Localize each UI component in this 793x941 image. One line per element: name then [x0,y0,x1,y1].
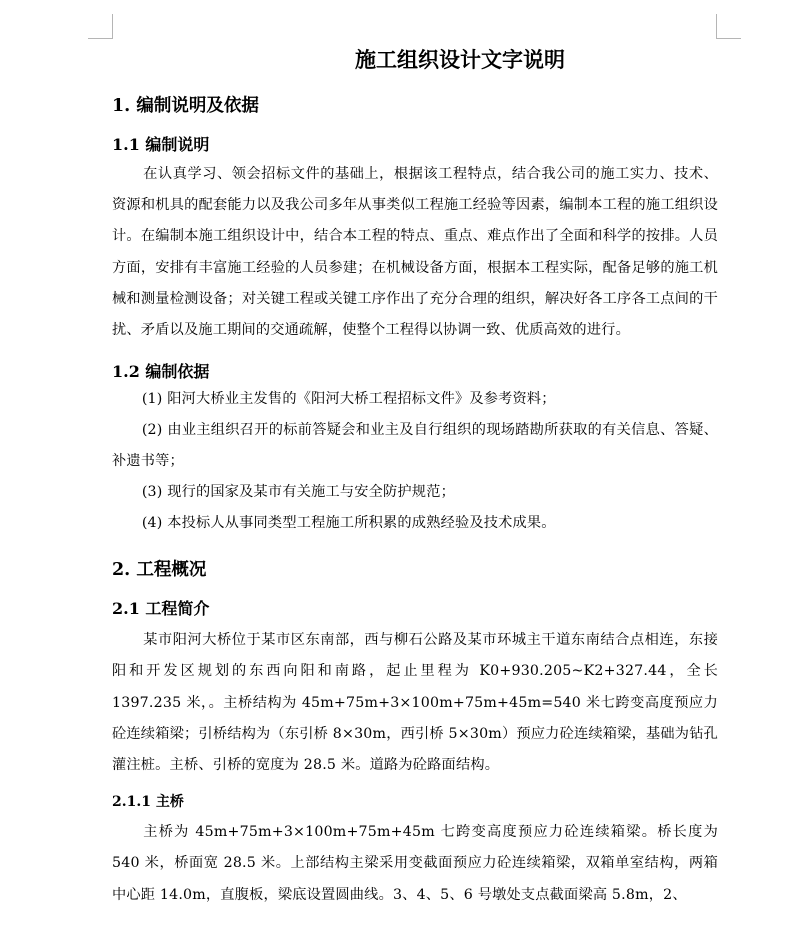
page-corner-mark-left [88,14,113,39]
basis-item-3: (3) 现行的国家及某市有关施工与安全防护规范； [141,484,455,501]
document-page [112,40,718,911]
section-1-2-heading: 1.2 编制依据 [112,362,210,382]
section-2-1-paragraph: 某市阳河大桥位于某市区东南部，西与柳石公路及某市环城主干道东南结合点相连，东接阳和开发区规划的东西向阳和南路，起止里程为 K0+930.205~K2+327.44，全长 1397.235 米，。主桥结构为 45m+75m+3×100m+75m+45m=540 米七跨变高度预应力砼连续箱梁；引桥结构为（东引桥 8×30m，西引桥 5×30m）预应力砼连续箱梁，基础为钻孔灌注桩。主桥、引桥的宽度为 28.5 米。道路为砼路面结构。 [112,632,718,774]
document-title: 施工组织设计文字说明 [355,47,565,72]
section-1-1-heading: 1.1 编制说明 [112,135,210,154]
page-corner-mark-right [716,14,741,39]
section-2-1-heading: 2.1 工程简介 [112,599,210,619]
basis-item-2: (2) 由业主组织召开的标前答疑会和业主及自行组织的现场踏勘所获取的有关信息、答疑、补遗书等； [112,422,718,470]
section-1-1-paragraph: 在认真学习、领会招标文件的基础上，根据该工程特点，结合我公司的施工实力、技术、资源和机具的配套能力以及我公司多年从事类似工程施工经验等因素，编制本工程的施工组织设计。在编制本施工组织设计中，结合本工程的特点、重点、难点作出了全面和科学的按排。人员方面，安排有丰富施工经验的人员参建；在机械设备方面，根据本工程实际，配备足够的施工机械和测量检测设备；对关键工程或关键工序作出了充分合理的组织，解决好各工序各工点间的干扰、矛盾以及施工期间的交通疏解，使整个工程得以协调一致、优质高效的进行。 [112,166,718,339]
basis-item-4: (4) 本投标人从事同类型工程施工所积累的成熟经验及技术成果。 [141,515,556,532]
section-2-1-1-paragraph: 主桥为 45m+75m+3×100m+75m+45m 七跨变高度预应力砼连续箱梁。桥长度为 540 米，桥面宽 28.5 米。上部结构主梁采用变截面预应力砼连续箱梁，双箱单室结构，两箱中心距 14.0m，直腹板，梁底设置圆曲线。3、4、5、6 号墩处支点截面梁高 5.8m，2、 [112,824,718,903]
section-2-1-1-heading: 2.1.1 主桥 [112,794,184,811]
section-2-heading: 2. 工程概况 [112,560,207,581]
section-1-heading: 1. 编制说明及依据 [112,96,259,116]
basis-item-1: (1) 阳河大桥业主发售的《阳河大桥工程招标文件》及参考资料； [141,391,556,408]
